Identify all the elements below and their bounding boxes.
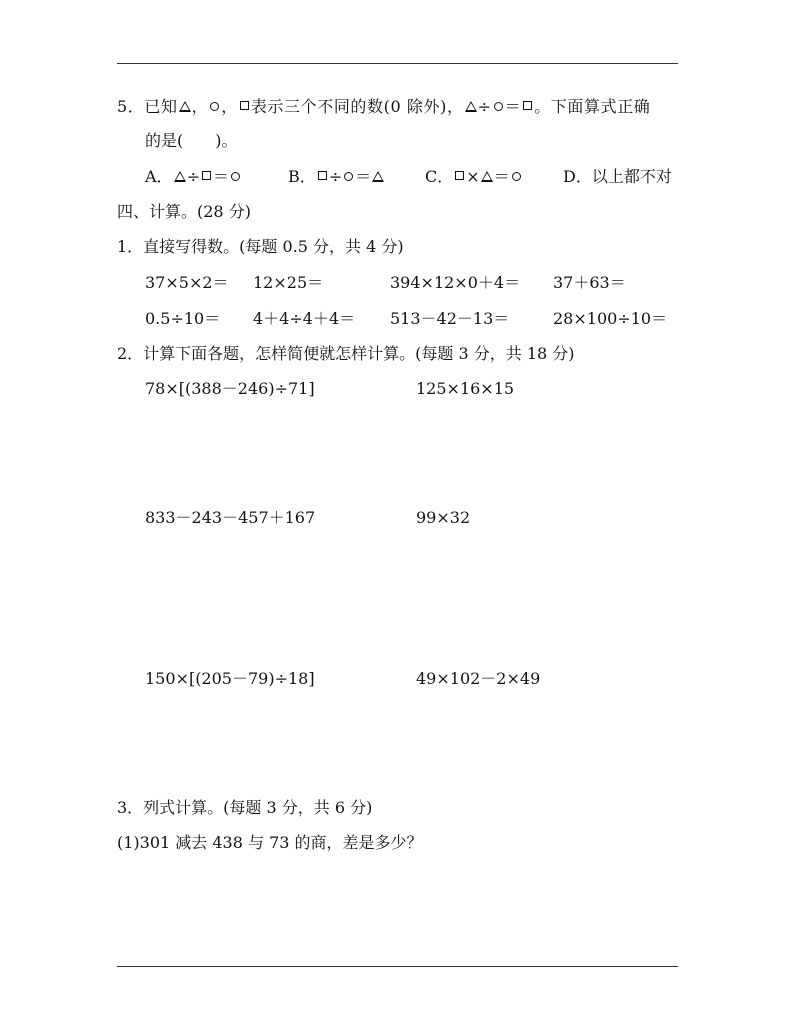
triangle-icon [481,171,493,182]
circle-icon [344,172,353,181]
q1-row2-item: 513－42－13＝ [390,309,510,328]
triangle-icon [465,101,477,112]
triangle-icon [179,101,191,112]
q2-problem: 99×32 [416,508,471,527]
q5-option-c: C． × ＝ [425,167,523,187]
square-icon [455,171,464,180]
q2-title: 2．计算下面各题，怎样简便就怎样计算。(每题 3 分，共 18 分) [117,344,575,363]
q3-item1: (1)301 减去 438 与 73 的商，差是多少？ [117,833,423,852]
q2-problem: 49×102－2×49 [416,669,541,688]
square-icon [523,101,532,110]
q1-row1-item: 12×25＝ [253,273,324,292]
q3-title: 3．列式计算。(每题 3 分，共 6 分) [117,798,373,817]
circle-icon [512,172,521,181]
circle-icon [494,102,503,111]
q5-option-d: D．以上都不对 [563,167,672,186]
q5-option-a: A． ÷ ＝ [145,167,242,187]
square-icon [318,171,327,180]
q5-line1: 5．已知 ， ， 表示三个不同的数(0 除外)， ÷ ＝ 。下面算式正确 [117,97,651,116]
q2-problem: 125×16×15 [416,379,515,398]
section4-title: 四、计算。(28 分) [117,202,251,221]
q5-line2: 的是( )。 [145,131,238,150]
q1-row2-item: 0.5÷10＝ [145,309,221,328]
square-icon [202,171,211,180]
q1-row1-item: 37×5×2＝ [145,273,229,292]
bottom-rule [117,966,678,967]
circle-icon [231,172,240,181]
q5-number: 5． [117,97,145,116]
square-icon [240,101,249,110]
q1-row2-item: 28×100÷10＝ [553,309,668,328]
q1-row1-item: 394×12×0＋4＝ [390,273,521,292]
triangle-icon [174,171,186,182]
q1-row1-item: 37＋63＝ [553,273,626,292]
circle-icon [210,102,219,111]
q2-problem: 833－243－457＋167 [145,508,316,527]
q5-option-b: B． ÷ ＝ [288,167,385,187]
q2-problem: 78×[(388－246)÷71] [145,379,315,398]
top-rule [117,63,678,64]
q1-row2-item: 4＋4÷4＋4＝ [253,309,356,328]
triangle-icon [372,171,384,182]
q1-title: 1．直接写得数。(每题 0.5 分，共 4 分) [117,237,404,256]
q2-problem: 150×[(205－79)÷18] [145,669,315,688]
